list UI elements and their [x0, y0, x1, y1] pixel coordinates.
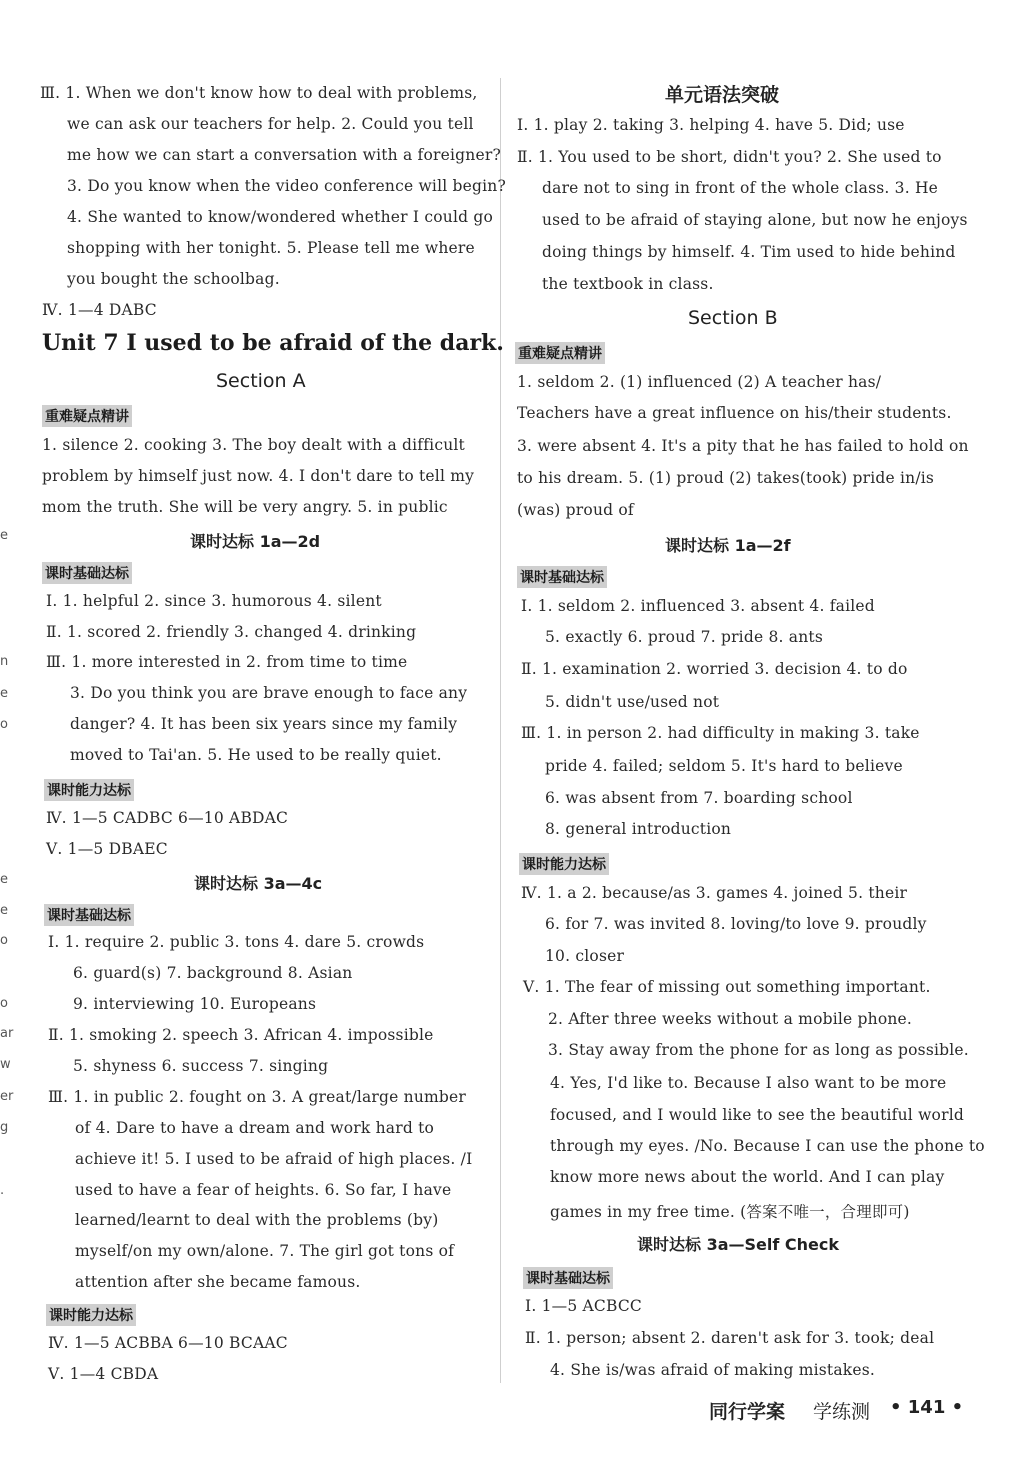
edge-letter: er — [0, 1089, 14, 1104]
text-line: of 4. Dare to have a dream and work hard to — [75, 1119, 435, 1137]
text-line: moved to Tai'an. 5. He used to be really quiet. — [70, 746, 442, 764]
text-line: Ⅳ. 1—5 ACBBA 6—10 BCAAC — [48, 1334, 288, 1352]
text-line: 1. seldom 2. (1) influenced (2) A teacher has/ — [517, 373, 882, 391]
lesson-title: 课时达标 3a—4c — [194, 874, 323, 893]
edge-letter: o — [0, 717, 8, 732]
tag-basic: 课时基础达标 — [517, 566, 607, 588]
text-line: 3. Do you think you are brave enough to face any — [70, 684, 468, 702]
text-line: Ⅴ. 1. The fear of missing out something important. — [523, 978, 931, 996]
text-line: 3. Stay away from the phone for as long as possible. — [548, 1041, 969, 1059]
text-line: 5. shyness 6. success 7. singing — [73, 1057, 329, 1075]
text-line: mom the truth. She will be very angry. 5. in public — [42, 498, 448, 516]
edge-letter: o — [0, 933, 8, 948]
text-line: problem by himself just now. 4. I don't dare to tell my — [42, 467, 475, 485]
edge-letter: ar — [0, 1026, 14, 1041]
footer-subtitle: 学练测 — [813, 1401, 871, 1423]
lesson-title: 课时达标 1a—2f — [665, 536, 791, 555]
text-line: Ⅰ. 1—5 ACBCC — [525, 1297, 642, 1315]
text-line: doing things by himself. 4. Tim used to hide behind — [542, 243, 956, 261]
tag-key-points: 重难疑点精讲 — [42, 405, 132, 427]
unit-title: Unit 7 I used to be afraid of the dark. — [42, 330, 504, 356]
text-line: Ⅴ. 1—5 DBAEC — [46, 840, 168, 858]
edge-letter: n — [0, 654, 9, 669]
text-line: know more news about the world. And I can play — [550, 1168, 945, 1186]
tag-basic: 课时基础达标 — [44, 904, 134, 926]
text-line: Ⅲ. 1. When we don't know how to deal with problems, — [40, 84, 478, 102]
grammar-title: 单元语法突破 — [665, 84, 780, 106]
text-line: Ⅲ. 1. more interested in 2. from time to time — [46, 653, 408, 671]
text-line: focused, and I would like to see the beautiful world — [550, 1106, 964, 1124]
edge-letter: e — [0, 686, 8, 701]
text-line: me how we can start a conversation with a foreigner? — [67, 146, 501, 164]
text-line: 5. exactly 6. proud 7. pride 8. ants — [545, 628, 823, 646]
text-line: 9. interviewing 10. Europeans — [73, 995, 317, 1013]
text-line: Ⅱ. 1. examination 2. worried 3. decision 4. to do — [521, 660, 908, 678]
text-line: Ⅰ. 1. require 2. public 3. tons 4. dare 5. crowds — [48, 933, 425, 951]
text-line: 4. She wanted to know/wondered whether I could go — [67, 208, 493, 226]
edge-letter: . — [0, 1183, 5, 1198]
text-line: 5. didn't use/used not — [545, 693, 720, 711]
text-line: Ⅳ. 1—5 CADBC 6—10 ABDAC — [46, 809, 289, 827]
text-line: Ⅱ. 1. scored 2. friendly 3. changed 4. drinking — [46, 623, 417, 641]
tag-basic: 课时基础达标 — [523, 1267, 613, 1289]
text-line: you bought the schoolbag. — [67, 270, 280, 288]
edge-letter: e — [0, 903, 8, 918]
footer-brand: 同行学案 — [709, 1401, 786, 1423]
edge-letter: g — [0, 1120, 9, 1135]
text-line: Ⅳ. 1—4 DABC — [42, 301, 157, 319]
edge-letter: w — [0, 1057, 11, 1072]
edge-letter: o — [0, 996, 8, 1011]
text-line: learned/learnt to deal with the problems (by) — [75, 1211, 439, 1229]
text-line: to his dream. 5. (1) proud (2) takes(took) pride in/is — [517, 469, 935, 487]
text-line: 6. for 7. was invited 8. loving/to love 9. proudly — [545, 915, 927, 933]
text-line: 1. silence 2. cooking 3. The boy dealt with a difficult — [42, 436, 465, 454]
tag-ability: 课时能力达标 — [46, 1304, 136, 1326]
text-line: through my eyes. /No. Because I can use the phone to — [550, 1137, 985, 1155]
lesson-title: 课时达标 3a—Self Check — [637, 1235, 840, 1254]
text-line: 10. closer — [545, 947, 625, 965]
text-line: Ⅲ. 1. in public 2. fought on 3. A great/large number — [48, 1088, 467, 1106]
text-line: Ⅰ. 1. helpful 2. since 3. humorous 4. silent — [46, 592, 382, 610]
text-line: 8. general introduction — [545, 820, 732, 838]
column-divider — [500, 78, 501, 1383]
tag-ability: 课时能力达标 — [519, 853, 609, 875]
text-line: Ⅰ. 1. play 2. taking 3. helping 4. have 5. Did; use — [517, 116, 905, 134]
text-line: 4. She is/was afraid of making mistakes. — [550, 1361, 876, 1379]
text-line: Ⅱ. 1. You used to be short, didn't you? 2. She used to — [517, 148, 942, 166]
text-line: shopping with her tonight. 5. Please tell me where — [67, 239, 475, 257]
lesson-title: 课时达标 1a—2d — [190, 532, 321, 551]
text-line: 4. Yes, I'd like to. Because I also want to be more — [550, 1074, 947, 1092]
text-line: Ⅰ. 1. seldom 2. influenced 3. absent 4. failed — [521, 597, 875, 615]
text-line: used to have a fear of heights. 6. So far, I have — [75, 1181, 452, 1199]
text-line: (was) proud of — [517, 501, 634, 519]
section-b-title: Section B — [688, 307, 778, 329]
section-a-title: Section A — [216, 370, 306, 392]
text-line: pride 4. failed; seldom 5. It's hard to believe — [545, 757, 903, 775]
tag-basic: 课时基础达标 — [42, 562, 132, 584]
text-line: we can ask our teachers for help. 2. Could you tell — [67, 115, 474, 133]
edge-letter: e — [0, 528, 8, 543]
text-line: danger? 4. It has been six years since my family — [70, 715, 458, 733]
edge-letter: e — [0, 872, 8, 887]
text-line: Ⅲ. 1. in person 2. had difficulty in making 3. take — [521, 724, 920, 742]
text-line: Ⅳ. 1. a 2. because/as 3. games 4. joined 5. their — [521, 884, 908, 902]
page-number: • 141 • — [890, 1397, 964, 1418]
text-line: used to be afraid of staying alone, but now he enjoys — [542, 211, 968, 229]
text-line: 2. After three weeks without a mobile phone. — [548, 1010, 913, 1028]
text-line: Ⅱ. 1. person; absent 2. daren't ask for 3. took; deal — [525, 1329, 935, 1347]
text-line: dare not to sing in front of the whole class. 3. He — [542, 179, 939, 197]
text-line: games in my free time. (答案不唯一，合理即可) — [550, 1203, 910, 1221]
text-line: 6. was absent from 7. boarding school — [545, 789, 853, 807]
tag-ability: 课时能力达标 — [44, 779, 134, 801]
text-line: 3. Do you know when the video conference will begin? — [67, 177, 506, 195]
text-line: the textbook in class. — [542, 275, 714, 293]
text-line: achieve it! 5. I used to be afraid of high places. /I — [75, 1150, 473, 1168]
text-line: Teachers have a great influence on his/their students. — [517, 404, 952, 422]
text-line: Ⅴ. 1—4 CBDA — [48, 1365, 159, 1383]
text-line: 6. guard(s) 7. background 8. Asian — [73, 964, 353, 982]
text-line: myself/on my own/alone. 7. The girl got tons of — [75, 1242, 455, 1260]
text-line: 3. were absent 4. It's a pity that he has failed to hold on — [517, 437, 969, 455]
text-line: Ⅱ. 1. smoking 2. speech 3. African 4. impossible — [48, 1026, 434, 1044]
text-line: attention after she became famous. — [75, 1273, 361, 1291]
tag-key-points: 重难疑点精讲 — [515, 342, 605, 364]
